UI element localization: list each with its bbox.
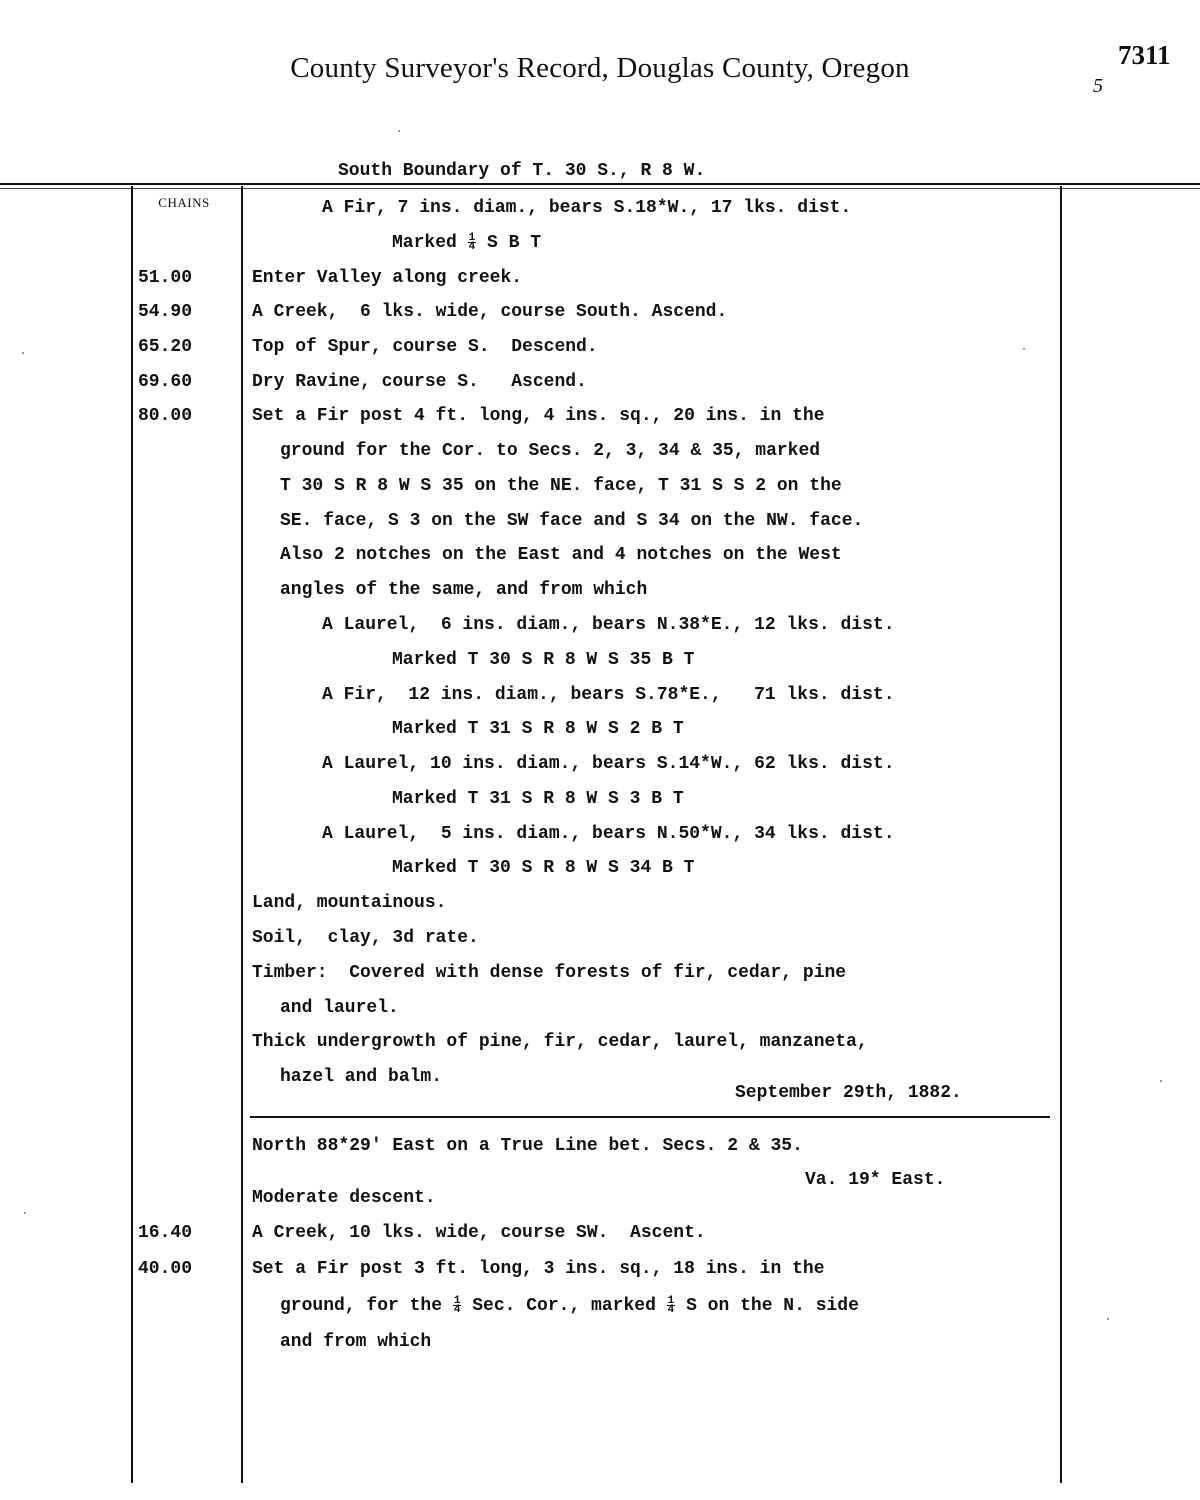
entry-line: A Creek, 10 lks. wide, course SW. Ascent. xyxy=(252,1223,706,1243)
entry-line: Moderate descent. xyxy=(252,1188,436,1208)
left-margin-line xyxy=(131,186,133,1483)
chain-value: 80.00 xyxy=(138,406,193,426)
page-mark: 5 xyxy=(1093,75,1103,97)
chain-value: 16.40 xyxy=(138,1223,193,1243)
top-rule-secondary xyxy=(0,188,1200,189)
entry-line: Also 2 notches on the East and 4 notches on the West xyxy=(280,545,842,565)
entry-line: and from which xyxy=(280,1332,432,1352)
entry-text: S B T xyxy=(476,233,542,253)
top-rule xyxy=(0,183,1200,185)
scan-speck xyxy=(24,1212,26,1214)
section-title: South Boundary of T. 30 S., R 8 W. xyxy=(338,161,706,181)
section-divider xyxy=(250,1116,1050,1118)
scan-speck xyxy=(1160,1080,1162,1082)
fraction-numerator: 1 xyxy=(453,1294,461,1307)
entry-line xyxy=(280,1296,859,1316)
entry-line: North 88*29' East on a True Line bet. Secs. 2 & 35. xyxy=(252,1136,803,1156)
entry-line: Marked T 30 S R 8 W S 34 B T xyxy=(392,858,695,878)
entry-line: Soil, clay, 3d rate. xyxy=(252,928,479,948)
entry-line: A Laurel, 5 ins. diam., bears N.50*W., 34 lks. dist. xyxy=(322,824,895,844)
entry-line: A Fir, 7 ins. diam., bears S.18*W., 17 lks. dist. xyxy=(322,198,852,218)
entry-line: Set a Fir post 4 ft. long, 4 ins. sq., 20 ins. in the xyxy=(252,406,825,426)
entry-line: Marked T 31 S R 8 W S 2 B T xyxy=(392,719,684,739)
entry-line: SE. face, S 3 on the SW face and S 34 on the NW. face. xyxy=(280,511,864,531)
variation-note: Va. 19* East. xyxy=(805,1170,946,1190)
entry-line: A Laurel, 6 ins. diam., bears N.38*E., 12 lks. dist. xyxy=(322,615,895,635)
entry-line: hazel and balm. xyxy=(280,1067,443,1087)
entry-line: Marked T 30 S R 8 W S 35 B T xyxy=(392,650,695,670)
entry-line: Top of Spur, course S. Descend. xyxy=(252,337,598,357)
chain-value: 40.00 xyxy=(138,1259,193,1279)
entry-line: Enter Valley along creek. xyxy=(252,268,523,288)
entry-line: Land, mountainous. xyxy=(252,893,447,913)
entry-text: S on the N. side xyxy=(675,1296,859,1316)
entry-line: Marked T 31 S R 8 W S 3 B T xyxy=(392,789,684,809)
page-number: 7311 xyxy=(1118,40,1171,70)
entry-text: Sec. Cor., marked xyxy=(461,1296,667,1316)
entry-text: Marked xyxy=(392,233,468,253)
page-title: County Surveyor's Record, Douglas County, Oregon xyxy=(290,52,910,84)
chain-value: 54.90 xyxy=(138,302,193,322)
entry-line: Set a Fir post 3 ft. long, 3 ins. sq., 18 ins. in the xyxy=(252,1259,825,1279)
chains-column-header: CHAINS xyxy=(158,195,210,210)
chains-column-line xyxy=(241,186,243,1483)
entry-line: angles of the same, and from which xyxy=(280,580,648,600)
fraction-denominator: 4 xyxy=(453,1303,461,1316)
fraction-denominator: 4 xyxy=(468,240,476,253)
chain-value: 69.60 xyxy=(138,372,193,392)
entry-line: A Fir, 12 ins. diam., bears S.78*E., 71 lks. dist. xyxy=(322,685,895,705)
fraction xyxy=(667,1294,676,1316)
fraction-denominator: 4 xyxy=(667,1303,675,1316)
fraction xyxy=(468,231,477,253)
scan-speck xyxy=(398,130,400,132)
entry-line: and laurel. xyxy=(280,998,399,1018)
scan-speck xyxy=(22,352,24,354)
entry-line: ground for the Cor. to Secs. 2, 3, 34 & 35, marked xyxy=(280,441,821,461)
entry-line: Thick undergrowth of pine, fir, cedar, laurel, manzaneta, xyxy=(252,1032,868,1052)
entry-line: Dry Ravine, course S. Ascend. xyxy=(252,372,587,392)
entry-text: ground, for the xyxy=(280,1296,453,1316)
chain-value: 51.00 xyxy=(138,268,193,288)
entry-line: A Creek, 6 lks. wide, course South. Ascend. xyxy=(252,302,728,322)
chain-value: 65.20 xyxy=(138,337,193,357)
scan-speck xyxy=(1107,1318,1109,1320)
fraction-numerator: 1 xyxy=(468,231,476,244)
entry-line: Timber: Covered with dense forests of fir, cedar, pine xyxy=(252,963,847,983)
fraction-numerator: 1 xyxy=(667,1294,675,1307)
entry-line xyxy=(392,233,541,253)
survey-date: September 29th, 1882. xyxy=(735,1083,962,1103)
entry-line: T 30 S R 8 W S 35 on the NE. face, T 31 S S 2 on the xyxy=(280,476,842,496)
scan-speck xyxy=(1023,348,1025,350)
entry-line: A Laurel, 10 ins. diam., bears S.14*W., 62 lks. dist. xyxy=(322,754,895,774)
right-margin-line xyxy=(1060,186,1062,1483)
